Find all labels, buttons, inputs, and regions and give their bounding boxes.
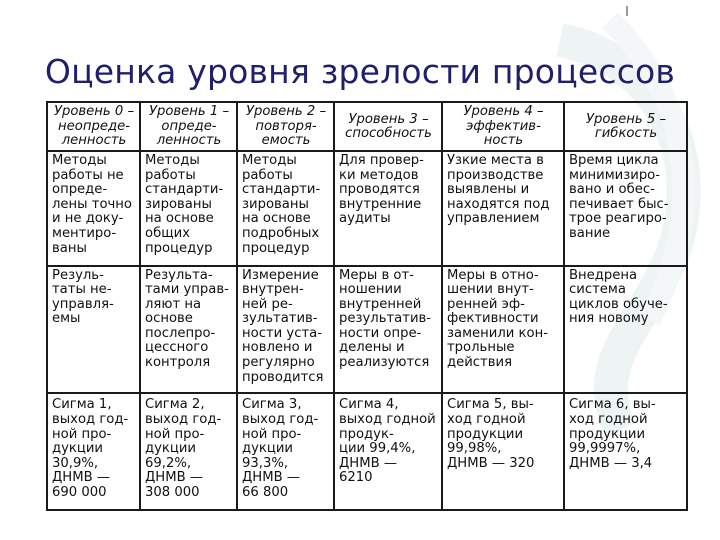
table-cell: Резуль- таты не- управля- емы [47,266,140,394]
header-level-1: Уровень 1 – опреде- ленность [140,102,237,151]
table-cell: Меры в от- ношении внутренней результатив- ности опре- делены и реализуются [334,266,442,394]
table-row-methods [47,151,687,266]
table-row-results [47,266,687,394]
maturity-levels-table [46,101,688,511]
table-cell: Сигма 4, выход годной продук- ции 99,4%, ДНМВ — 6210 [334,393,442,510]
table-cell: Сигма 3, выход год- ной про- дукции 93,3%, ДНМВ — 66 800 [237,393,334,510]
header-level-5: Уровень 5 – гибкость [564,102,687,151]
table-cell: Сигма 5, вы- ход годной продукции 99,98%, ДНМВ — 320 [442,393,564,510]
table-cell: Измерение внутрен- ней ре- зультатив- ности уста- новлено и регулярно проводится [237,266,334,394]
table-cell: Сигма 6, вы- ход годной продукции 99,9997%, ДНМВ — 3,4 [564,393,687,510]
table-cell: Методы работы стандарти- зированы на основе общих процедур [140,151,237,266]
header-level-2: Уровень 2 – повторя- емость [237,102,334,151]
table-cell: Узкие места в производстве выявлены и находятся под управлением [442,151,564,266]
header-level-4: Уровень 4 – эффектив- ность [442,102,564,151]
header-level-3: Уровень 3 – способность [334,102,442,151]
table-header-row [47,102,687,151]
table-cell: Меры в отно- шении внут- ренней эф- фективности заменили кон- трольные действия [442,266,564,394]
top-tick-mark [626,6,628,16]
table-cell: Сигма 2, выход год- ной про- дукции 69,2%, ДНМВ — 308 000 [140,393,237,510]
table-cell: Результа- тами управ- ляют на основе послепро- цессного контроля [140,266,237,394]
page-title: Оценка уровня зрелости процессов [44,52,676,91]
header-level-0: Уровень 0 – неопреде- ленность [47,102,140,151]
table-cell: Методы работы не опреде- лены точно и не доку- ментиро- ваны [47,151,140,266]
table-cell: Для провер- ки методов проводятся внутренние аудиты [334,151,442,266]
table-row-sigma [47,393,687,510]
table-cell: Сигма 1, выход год- ной про- дукции 30,9%, ДНМВ — 690 000 [47,393,140,510]
table-cell: Время цикла минимизиро- вано и обес- печивает быс- трое реагиро- вание [564,151,687,266]
table-cell: Методы работы стандарти- зированы на основе подробных процедур [237,151,334,266]
table-cell: Внедрена система циклов обуче- ния новому [564,266,687,394]
